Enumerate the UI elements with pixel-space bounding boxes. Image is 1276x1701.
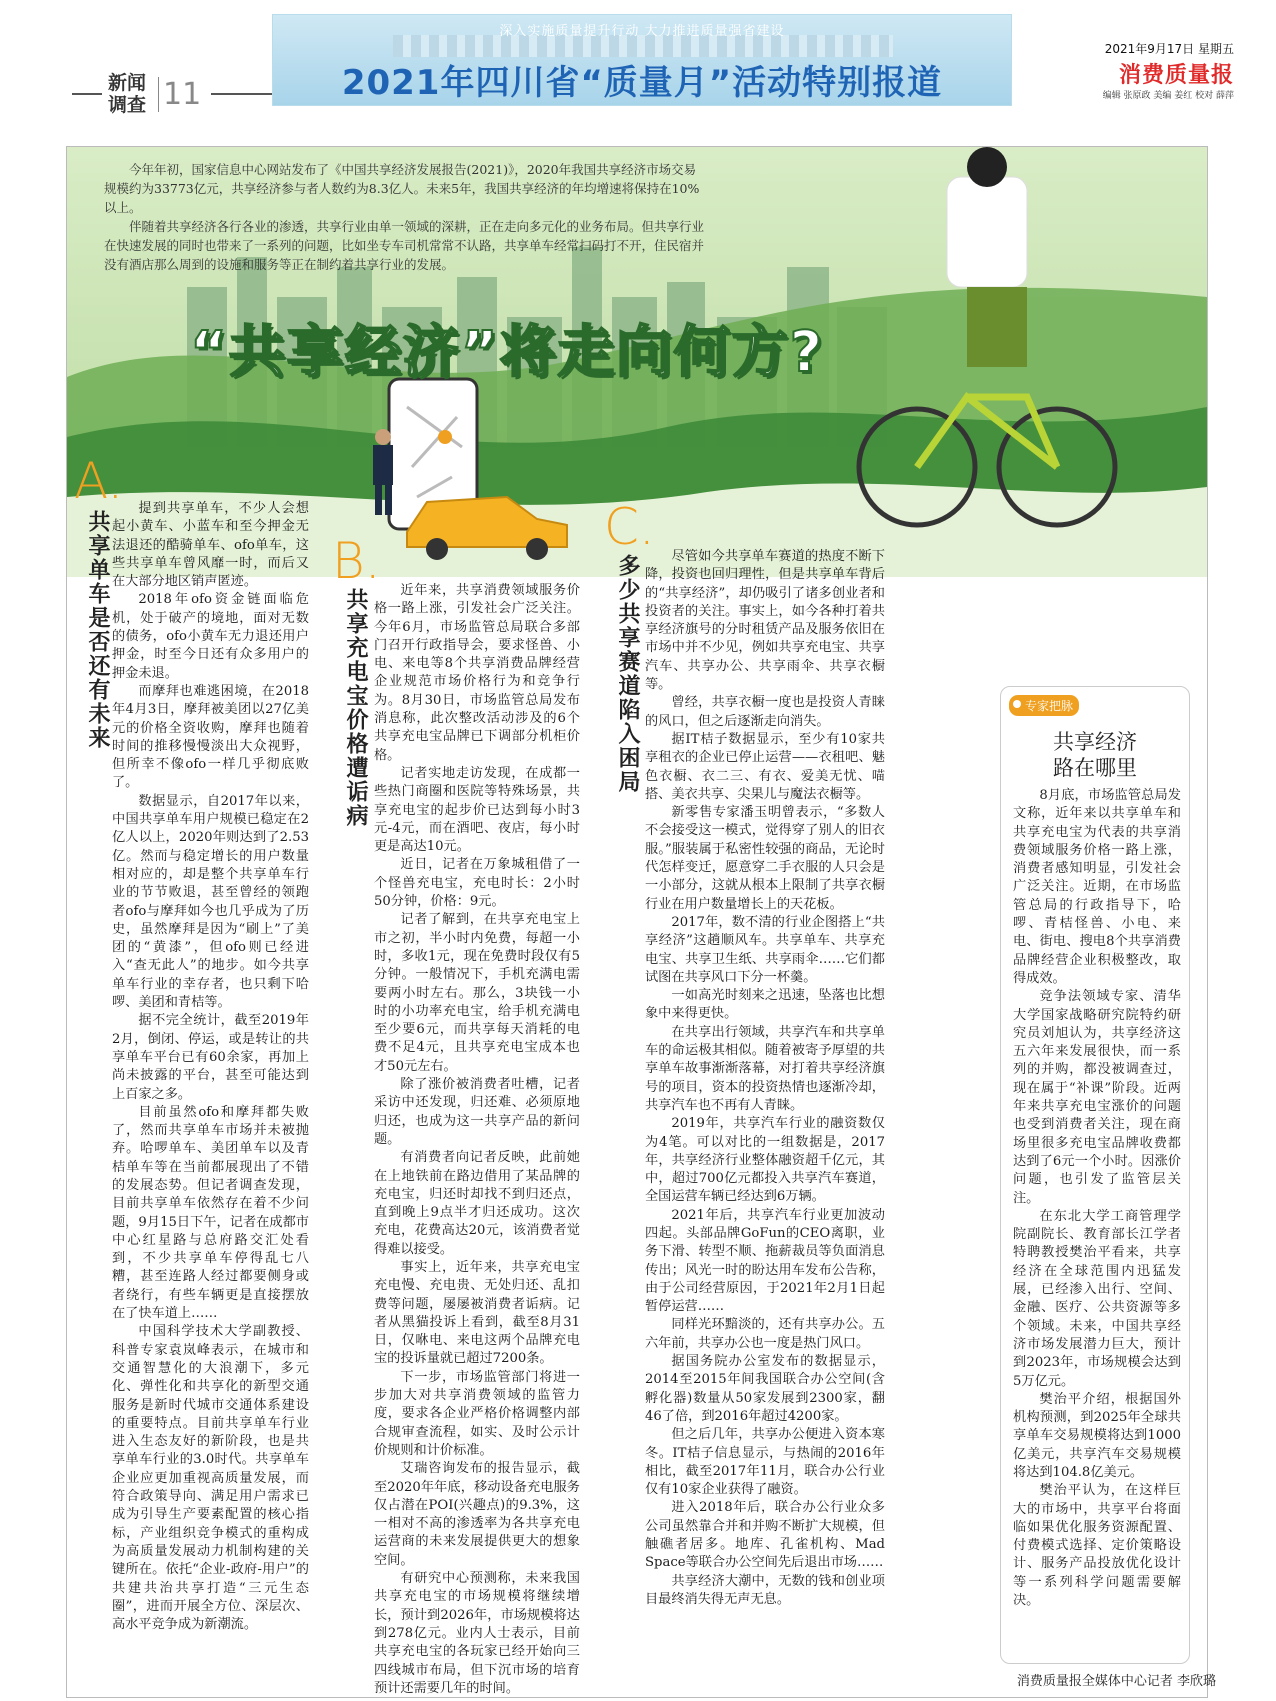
intro-paragraph: 今年年初，国家信息中心网站发布了《中国共享经济发展报告(2021)》，2020年我国共享经济市场交易规模约为33773亿元，共享经济参与者人数约为8.3亿人。未来5年，我国共享经济的年均增速将保持在10%以上。 (104, 162, 700, 215)
page-number: 11 (158, 77, 201, 112)
paragraph: 尽管如今共享单车赛道的热度不断下降，投资也回归理性，但是共享单车背后的“共享经济”，却仍吸引了诸多创业者和投资者的关注。事实上，如今各种打着共享经济旗号的分时租赁产品及服务依旧在市场中并不少见，例如共享充电宝、共享汽车、共享办公、共享雨伞、共享衣橱等。 (645, 549, 885, 693)
rule (211, 93, 281, 95)
paragraph: 事实上，近年来，共享充电宝充电慢、充电贵、无处归还、乱扣费等问题，屡屡被消费者诟病。记者从黑猫投诉上看到，截至8月31日，仅咻电、来电这两个品牌充电宝的投诉量就已超过7200条。 (374, 1259, 580, 1367)
paragraph: 目前虽然ofo和摩拜都失败了，然而共享单车市场并未被抛弃。哈啰单车、美团单车以及青桔单车等在当前都展现出了不错的发展态势。但记者调查发现，目前共享单车依然存在着不少问题，9月15日下午，记者在成都市中心红星路与总府路交汇处看到，不少共享单车停得乱七八糟，甚至连路人经过都要侧身或者绕行，有些车辆更是直接摆放在了快车道上…… (112, 1104, 309, 1322)
sidebar-tag: 专家把脉 (1009, 695, 1079, 716)
intro-text (104, 160, 704, 274)
section-name: 新闻调查 (108, 72, 147, 116)
section-label (72, 72, 281, 116)
paragraph: 共享经济大潮中，无数的钱和创业项目最终消失得无声无息。 (645, 1573, 885, 1607)
section-a-body (112, 500, 309, 1634)
paragraph: 中国科学技术大学副教授、科普专家袁岚峰表示，在城市和交通智慧化的大浪潮下，多元化、弹性化和共享化的新型交通服务是新时代城市交通体系建设的重要特点。目前共享单车行业进入生态友好的新阶段，也是共享单车行业的3.0时代。共享单车企业应更加重视高质量发展，而符合政策导向、满足用户需求已成为引导生产要素配置的核心指标，产业组织竞争模式的重构成为高质量发展动力机制构建的关键所在。依托“企业-政府-用户”的共建共治共享打造“三元生态圈”，进而开展全方位、深层次、高水平竞争成为新潮流。 (112, 1324, 309, 1633)
paragraph: 新零售专家潘玉明曾表示，“多数人不会接受这一模式，觉得穿了别人的旧衣服。”服装属于私密性较强的商品，无论时代怎样变迁，愿意穿二手衣服的人只会是一小部分，这就从根本上限制了共享衣橱行业在用户数量增长上的天花板。 (645, 805, 885, 912)
paragraph: 而摩拜也难逃困境，在2018年4月3日，摩拜被美团以27亿美元的价格全资收购，摩拜也随着时间的推移慢慢淡出大众视野，但所幸不像ofo一样几乎彻底败了。 (112, 683, 309, 791)
sidebar-title-line: 路在哪里 (1053, 756, 1137, 780)
banner (272, 14, 1012, 106)
article-title: “共享经济”将走向何方? (190, 320, 825, 385)
intro-paragraph: 伴随着共享经济各行各业的渗透，共享行业由单一领域的深耕，正在走向多元化的业务布局。但共享行业在快速发展的同时也带来了一系列的问题，比如坐专车司机常常不认路，共享单车经常扫码打不开，住民宿并没有酒店那么周到的设施和服务等正在制约着共享行业的发展。 (104, 219, 705, 272)
paragraph: 2018年ofo资金链面临危机，处于破产的境地，面对无数的债务，ofo小黄车无力退还用户押金，时至今日还有众多用户的押金未退。 (112, 592, 309, 681)
paragraph: 数据显示，自2017年以来，中国共享单车用户规模已稳定在2亿人以上，2020年则达到了2.53亿。然而与稳定增长的用户数量相对应的，却是整个共享单车行业的节节败退，甚至曾经的领跑者ofo与摩拜如今也几乎成为了历史，虽然摩拜是因为“刷上”了美团的“黄漆”，但ofo则已经进入“查无此人”的地步。如今共享单车行业的幸存者，也只剩下哈啰、美团和青桔等。 (112, 793, 309, 1011)
sidebar-title (1001, 729, 1189, 781)
section-b-body (374, 582, 580, 1698)
issue-date: 2021年9月17日 星期五 (1104, 42, 1234, 56)
banner-slogan: 深入实施质量提升行动 大力推进质量强省建设 (499, 24, 785, 39)
editor-credits: 编辑 张原政 美编 姜红 校对 薛萍 (1102, 91, 1234, 101)
byline: 消费质量报全媒体中心记者 李欣璐 (1016, 1674, 1216, 1689)
paragraph: 2017年，数不清的行业企图搭上“共享经济”这趟顺风车。共享单车、共享充电宝、共享卫生纸、共享雨伞……它们都试图在共享风口下分一杯羹。 (645, 914, 885, 985)
expert-sidebar (1000, 686, 1190, 1664)
rule (72, 93, 102, 95)
paragraph: 据不完全统计，截至2019年2月，倒闭、停运，或是转让的共享单车平台已有60余家，再加上尚未披露的平台，甚至可能达到上百家之多。 (112, 1013, 309, 1102)
paragraph: 一如高光时刻来之迅速，坠落也比想象中来得更快。 (645, 988, 885, 1022)
paragraph: 同样光环黯淡的，还有共享办公。五六年前，共享办公也一度是热门风口。 (645, 1317, 885, 1351)
paragraph: 但之后几年，共享办公便进入资本寒冬。IT桔子信息显示，与热闹的2016年相比，截至2017年11月，联合办公行业仅有10家企业获得了融资。 (645, 1427, 885, 1498)
paragraph: 据IT桔子数据显示，至少有10家共享租衣的企业已停止运营——衣租吧、魅色衣橱、衣二三、有衣、爱美无忧、喵搭、美衣共享、尖果儿与魔法衣橱等。 (645, 731, 885, 802)
page-header (0, 0, 1276, 130)
sidebar-title-line: 共享经济 (1053, 730, 1137, 754)
bullet-icon (1013, 700, 1021, 708)
paragraph: 有消费者向记者反映，此前她在上地铁前在路边借用了某品牌的充电宝，归还时却找不到归还点，直到晚上9点半才归还成功。这次充电，花费高达20元，该消费者觉得难以接受。 (374, 1150, 580, 1257)
paragraph: 2021年后，共享汽车行业更加波动四起。头部品牌GoFun的CEO离职，业务下滑、转型不顺、拖薪裁员等负面消息传出；风光一时的盼达用车发布公告称，由于公司经营原因，于2021年2月1日起暂停运营…… (645, 1207, 885, 1315)
paragraph: 下一步，市场监管部门将进一步加大对共享消费领域的监管力度，要求各企业严格价格调整内部合规审查流程，如实、及时公示计价规则和计价标准。 (374, 1369, 580, 1458)
paragraph: 提到共享单车，不少人会想起小黄车、小蓝车和至今押金无法退还的酷骑单车、ofo单车，这些共享单车曾风靡一时，而后又在大部分地区销声匿迹。 (112, 501, 309, 590)
paragraph: 曾经，共享衣橱一度也是投资人青睐的风口，但之后逐渐走向消失。 (645, 695, 885, 729)
paragraph: 据国务院办公室发布的数据显示，2014至2015年间我国联合办公空间(含孵化器)数量从50家发展到2300家，翻46了倍，到2016年超过4200家。 (645, 1354, 885, 1424)
paragraph: 艾瑞咨询发布的报告显示，截至2020年年底，移动设备充电服务仅占潜在POI(兴趣点)的9.3%，这一相对不高的渗透率为各共享充电运营商的未来发展提供更大的想象空间。 (374, 1461, 580, 1568)
section-c-letter: C. (604, 498, 655, 556)
section-a-heading: 共享单车是否还有未来 (85, 510, 110, 750)
paragraph: 在共享出行领域，共享汽车和共享单车的命运极其相似。随着被寄予厚望的共享单车故事渐渐落幕，对打着共享经济旗号的项目，资本的投资热情也逐渐冷却，共享汽车也不再有人青睐。 (645, 1024, 885, 1113)
paragraph: 2019年，共享汽车行业的融资数仅为4笔。可以对比的一组数据是，2017年，共享经济行业整体融资超千亿元，其中，超过700亿元都投入共享汽车赛道，全国运营车辆已经达到6万辆。 (645, 1116, 885, 1205)
paragraph: 进入2018年后，联合办公行业众多公司虽然靠合并和并购不断扩大规模，但触礁者居多。地库、孔雀机构、Mad Space等联合办公空间先后退出市场…… (645, 1500, 885, 1571)
sidebar-body (1013, 787, 1181, 1610)
section-b-heading: 共享充电宝价格遭诟病 (343, 588, 368, 828)
paragraph: 记者了解到，在共享充电宝上市之初，半小时内免费，每超一小时，多收1元，现在免费时段仅有5分钟。一般情况下，手机充满电需要两小时左右。那么，3块钱一小时的小功率充电宝，给手机充满电至少要6元，而共享每天消耗的电费不足4元，且共享充电宝成本也才50元左右。 (374, 912, 580, 1074)
paragraph: 除了涨价被消费者吐槽，记者采访中还发现，归还难、必须原地归还，也成为这一共享产品的新问题。 (374, 1077, 580, 1147)
paragraph: 近日，记者在万象城租借了一个怪兽充电宝，充电时长：2小时50分钟，价格：9元。 (374, 857, 580, 910)
section-b-letter: B. (332, 532, 381, 590)
paragraph: 在东北大学工商管理学院副院长、教育部长江学者特聘教授樊治平看来，共享经济在全球范围内迅猛发展，已经渗入出行、空间、金融、医疗、公共资源等多个领域。未来，中国共享经济市场发展潜力巨大，预计到2023年，市场规模会达到5万亿元。 (1013, 1208, 1181, 1389)
paragraph: 竞争法领域专家、清华大学国家战略研究院特约研究员刘旭认为，共享经济这五六年来发展很快，而一系列的并购，都没被调查过，现在属于“补课”阶段。近两年来共享充电宝涨价的问题也受到消费者关注，现在商场里很多充电宝品牌收费都达到了6元一个小时。因涨价问题，也引发了监管层关注。 (1013, 989, 1181, 1206)
paragraph: 樊治平认为，在这样巨大的市场中，共享平台将面临如果优化服务资源配置、付费模式选择、定价策略设计、服务产品投放优化设计等一系列科学问题需要解决。 (1013, 1483, 1181, 1609)
section-a-letter: A. (74, 452, 124, 510)
paragraph: 8月底，市场监管总局发文称，近年来以共享单车和共享充电宝为代表的共享消费领域服务价格一路上涨，消费者感知明显，引发社会广泛关注。近期，在市场监管总局的行政指导下，哈啰、青桔怪兽、小电、来电、街电、搜电8个共享消费品牌经营企业积极整改，取得成效。 (1013, 788, 1181, 986)
section-c-body (645, 548, 885, 1609)
section-c-heading: 多少共享赛道陷入困局 (615, 554, 640, 794)
paragraph: 近年来，共享消费领域服务价格一路上涨，引发社会广泛关注。今年6月，市场监管总局联合多部门召开行政指导会，要求怪兽、小电、来电等8个共享消费品牌经营企业规范市场价格行为和竞争行为。8月30日，市场监管总局发布消息称，此次整改活动涉及的6个共享充电宝品牌已下调部分机柜价格。 (374, 583, 580, 763)
paragraph: 有研究中心预测称，未来我国共享充电宝的市场规模将继续增长，预计到2026年，市场规模将达到278亿元。业内人士表示，目前共享充电宝的各玩家已经开始向三四线城市布局，但下沉市场的培育预计还需要几年的时间。 (374, 1571, 580, 1696)
paper-name: 消费质量报 (1118, 63, 1234, 88)
paragraph: 记者实地走访发现，在成都一些热门商圈和医院等特殊场景，共享充电宝的起步价已达到每小时3元-4元，而在酒吧、夜店，每小时更是高达10元。 (374, 765, 580, 855)
banner-title: 2021年四川省“质量月”活动特别报道 (341, 63, 943, 103)
paragraph: 樊治平介绍，根据国外机构预测，到2025年全球共享单车交易规模将达到1000亿美元，共享汽车交易规模将达到104.8亿美元。 (1013, 1391, 1181, 1480)
